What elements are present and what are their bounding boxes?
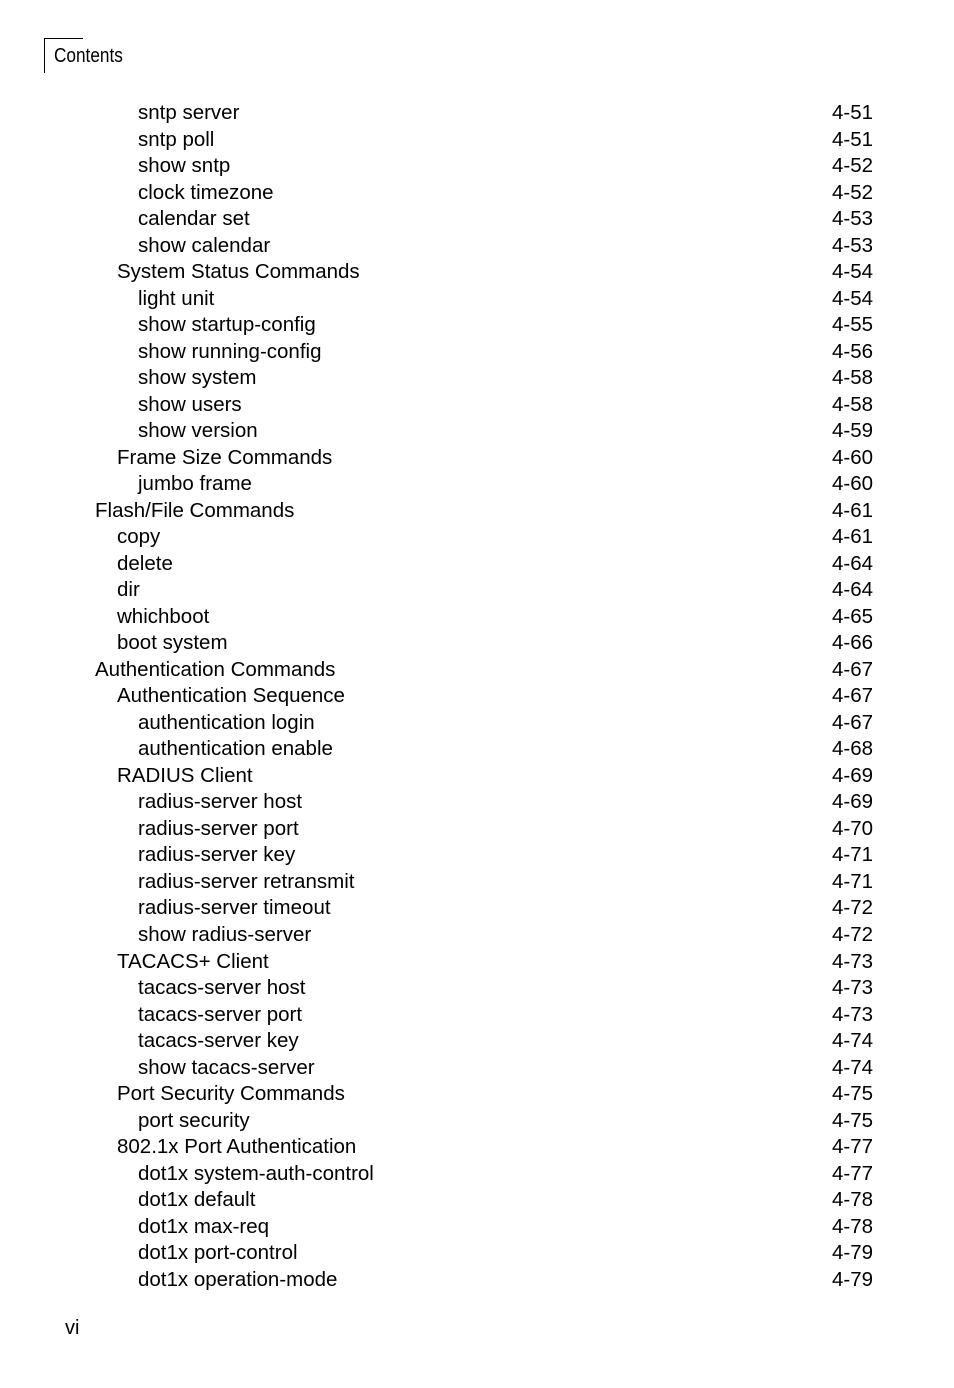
toc-entry-title: sntp poll	[138, 127, 215, 151]
toc-entry-page: 4-73	[831, 1002, 873, 1026]
toc-entry-page: 4-51	[831, 101, 873, 124]
toc-entry-page: 4-68	[831, 737, 873, 761]
toc-entry-page: 4-60	[831, 472, 873, 496]
toc-entry-page: 4-72	[831, 896, 873, 920]
toc-entry-title: Port Security Commands	[117, 1082, 345, 1106]
toc-entry-page: 4-67	[831, 657, 873, 681]
toc-entry	[0, 1081, 954, 1108]
toc-entry	[0, 816, 954, 843]
toc-entry-title: authentication enable	[138, 737, 333, 761]
toc-entry	[0, 1187, 954, 1214]
toc-entry-page: 4-75	[831, 1082, 873, 1106]
toc-entry-title: whichboot	[117, 604, 210, 628]
toc-entry-page: 4-77	[831, 1135, 873, 1159]
toc-entry-title: tacacs-server port	[138, 1002, 303, 1026]
toc-entry-page: 4-64	[831, 551, 873, 575]
toc-entry	[0, 657, 954, 684]
toc-entry-title: show radius-server	[138, 922, 312, 946]
toc-entry-page: 4-73	[831, 976, 873, 1000]
toc-entry-page: 4-51	[831, 127, 873, 151]
toc-entry-title: port security	[138, 1108, 250, 1132]
toc-entry-title: 802.1x Port Authentication	[117, 1135, 357, 1159]
toc-entry	[0, 180, 954, 207]
toc-entry-page: 4-53	[831, 207, 873, 231]
toc-entry-title: radius-server retransmit	[138, 869, 355, 893]
toc-entry	[0, 869, 954, 896]
toc-entry-page: 4-69	[831, 763, 873, 787]
toc-entry	[0, 683, 954, 710]
toc-entry-page: 4-53	[831, 233, 873, 257]
toc-entry	[0, 312, 954, 339]
toc-entry-title: radius-server key	[138, 843, 296, 867]
toc-entry-page: 4-54	[831, 286, 873, 310]
toc-entry-title: sntp server	[138, 101, 240, 124]
toc-entry-page: 4-65	[831, 604, 873, 628]
toc-entry	[0, 1240, 954, 1267]
toc-entry	[0, 127, 954, 154]
toc-entry-page: 4-54	[831, 260, 873, 284]
toc-entry	[0, 1108, 954, 1135]
toc-entry-title: light unit	[138, 286, 215, 310]
toc-entry-page: 4-64	[831, 578, 873, 602]
toc-entry	[0, 1214, 954, 1241]
toc-entry-title: Authentication Commands	[95, 657, 336, 681]
toc-entry	[0, 524, 954, 551]
toc-entry-title: copy	[117, 525, 161, 549]
toc-entry-page: 4-66	[831, 631, 873, 655]
toc-entry-page: 4-78	[831, 1188, 873, 1212]
toc-entry-title: show system	[138, 366, 257, 390]
toc-entry-title: clock timezone	[138, 180, 274, 204]
toc-entry-title: radius-server host	[138, 790, 303, 814]
toc-entry	[0, 153, 954, 180]
toc-entry-page: 4-74	[831, 1029, 873, 1053]
toc-entry	[0, 975, 954, 1002]
toc-entry-page: 4-52	[831, 180, 873, 204]
toc-entry-page: 4-52	[831, 154, 873, 178]
toc-entry	[0, 1161, 954, 1188]
toc-entry	[0, 789, 954, 816]
toc-entry	[0, 922, 954, 949]
toc-entry	[0, 259, 954, 286]
toc-entry-page: 4-79	[831, 1267, 873, 1291]
toc-entry-title: dot1x system-auth-control	[138, 1161, 374, 1185]
toc-entry-page: 4-67	[831, 710, 873, 734]
toc-entry-title: dot1x default	[138, 1188, 256, 1212]
toc-entry-page: 4-74	[831, 1055, 873, 1079]
table-of-contents	[0, 100, 954, 1293]
toc-entry-page: 4-61	[831, 525, 873, 549]
toc-entry-title: tacacs-server key	[138, 1029, 299, 1053]
toc-entry	[0, 763, 954, 790]
toc-entry-page: 4-73	[831, 949, 873, 973]
toc-entry	[0, 1028, 954, 1055]
toc-entry-page: 4-59	[831, 419, 873, 443]
toc-entry-page: 4-56	[831, 339, 873, 363]
toc-entry-page: 4-78	[831, 1214, 873, 1238]
toc-entry-page: 4-71	[831, 843, 873, 867]
toc-entry	[0, 1267, 954, 1294]
toc-entry-page: 4-70	[831, 816, 873, 840]
toc-entry	[0, 736, 954, 763]
toc-entry-title: dir	[117, 578, 140, 602]
toc-entry-page: 4-58	[831, 366, 873, 390]
toc-entry-title: show calendar	[138, 233, 271, 257]
toc-entry-title: Flash/File Commands	[95, 498, 295, 522]
toc-entry	[0, 206, 954, 233]
toc-entry-page: 4-71	[831, 869, 873, 893]
toc-entry-title: dot1x max-req	[138, 1214, 270, 1238]
toc-entry-title: Frame Size Commands	[117, 445, 333, 469]
page-number: vi	[65, 1317, 80, 1339]
toc-entry-page: 4-60	[831, 445, 873, 469]
toc-entry-title: show startup-config	[138, 313, 316, 337]
toc-entry-title: jumbo frame	[138, 472, 252, 496]
toc-entry-page: 4-67	[831, 684, 873, 708]
toc-entry-page: 4-72	[831, 922, 873, 946]
toc-entry	[0, 418, 954, 445]
toc-entry	[0, 445, 954, 472]
toc-entry	[0, 1002, 954, 1029]
toc-entry	[0, 710, 954, 737]
toc-entry-title: boot system	[117, 631, 228, 655]
toc-entry	[0, 471, 954, 498]
running-header: Contents	[54, 45, 123, 67]
toc-entry-title: radius-server timeout	[138, 896, 331, 920]
toc-entry-page: 4-75	[831, 1108, 873, 1132]
toc-entry-page: 4-61	[831, 498, 873, 522]
toc-entry-title: show running-config	[138, 339, 322, 363]
toc-entry	[0, 100, 954, 127]
toc-entry	[0, 895, 954, 922]
toc-entry-page: 4-69	[831, 790, 873, 814]
toc-entry-page: 4-77	[831, 1161, 873, 1185]
toc-entry	[0, 577, 954, 604]
toc-entry-title: show sntp	[138, 154, 231, 178]
toc-entry	[0, 392, 954, 419]
toc-entry	[0, 630, 954, 657]
toc-entry-title: show users	[138, 392, 242, 416]
toc-entry	[0, 339, 954, 366]
toc-entry	[0, 1134, 954, 1161]
toc-entry-title: show tacacs-server	[138, 1055, 315, 1079]
toc-entry-title: dot1x port-control	[138, 1241, 298, 1265]
toc-entry	[0, 842, 954, 869]
toc-entry-page: 4-79	[831, 1241, 873, 1265]
toc-entry-title: tacacs-server host	[138, 976, 306, 1000]
toc-entry-title: RADIUS Client	[117, 763, 253, 787]
toc-entry-title: dot1x operation-mode	[138, 1267, 338, 1291]
toc-entry-title: Authentication Sequence	[117, 684, 345, 708]
toc-entry-title: calendar set	[138, 207, 250, 231]
toc-entry	[0, 1055, 954, 1082]
toc-entry-title: System Status Commands	[117, 260, 360, 284]
toc-entry-page: 4-58	[831, 392, 873, 416]
toc-entry-title: authentication login	[138, 710, 315, 734]
toc-entry	[0, 551, 954, 578]
toc-entry	[0, 233, 954, 260]
toc-entry	[0, 949, 954, 976]
toc-entry	[0, 365, 954, 392]
toc-entry	[0, 604, 954, 631]
toc-entry-title: TACACS+ Client	[117, 949, 269, 973]
toc-entry	[0, 286, 954, 313]
toc-entry-title: delete	[117, 551, 173, 575]
toc-entry	[0, 498, 954, 525]
toc-entry-title: show version	[138, 419, 258, 443]
toc-entry-page: 4-55	[831, 313, 873, 337]
toc-entry-title: radius-server port	[138, 816, 299, 840]
